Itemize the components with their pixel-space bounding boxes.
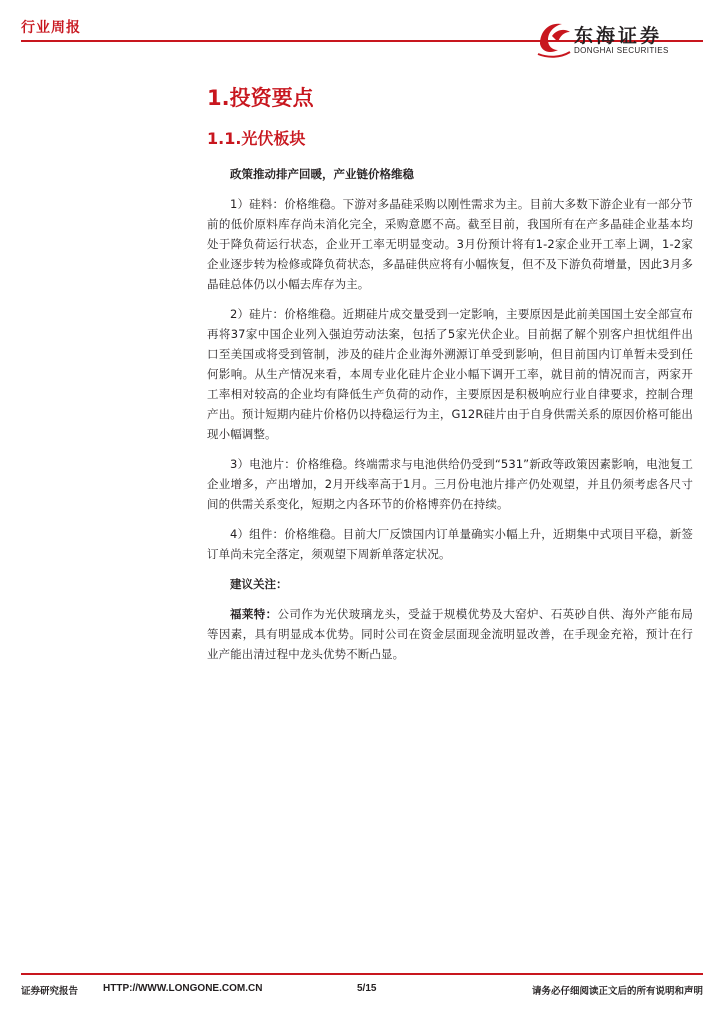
paragraph-module: 4）组件：价格维稳。目前大厂反馈国内订单量确实小幅上升，近期集中式项目平稳，新签订单尚未完全落定，须观望下周新单落定状况。 bbox=[207, 527, 693, 561]
logo-emblem-icon bbox=[534, 14, 572, 62]
report-type-label: 行业周报 bbox=[21, 20, 81, 36]
paragraph-silicon-material: 1）硅料：价格维稳。下游对多晶硅采购以刚性需求为主。目前大多数下游企业有一部分节前的低价原料库存尚未消化完全，采购意愿不高。截至目前，我国所有在产多晶硅企业基本均处于降负荷运行状态，企业开工率无明显变动。3月份预计将有1-2家企业开工率上调，1-2家企业逐步转为检修或降负荷状态，多晶硅供应将有小幅恢复，但不及下游负荷增量，因此3月多晶硅总体仍以小幅去库存为主。 bbox=[207, 197, 693, 291]
company-logo bbox=[534, 14, 704, 62]
paragraph-battery-cell: 3）电池片：价格维稳。终端需求与电池供给仍受到“531”新政等政策因素影响，电池复工企业增多，产出增加，2月开线率高于1月。三月份电池片排产仍处观望，并且仍须考虑各尺寸间的供需关系变化，短期之内各环节的价格博弈仍在持续。 bbox=[207, 457, 693, 511]
recommend-label: 建议关注： bbox=[230, 577, 288, 591]
section-title: 1.投资要点 bbox=[207, 86, 314, 110]
logo-chinese-name: 东海证券 bbox=[574, 25, 663, 47]
footer-report-label: 证券研究报告 bbox=[21, 986, 79, 997]
page-number: 5/15 bbox=[357, 983, 377, 994]
logo-english-name: DONGHAI SECURITIES bbox=[574, 46, 669, 55]
footer-website-link[interactable]: HTTP://WWW.LONGONE.COM.CN bbox=[103, 983, 263, 994]
footer-divider bbox=[21, 973, 703, 975]
section-subtitle: 政策推动排产回暖，产业链价格维稳 bbox=[230, 167, 414, 181]
footer-disclaimer: 请务必仔细阅读正文后的所有说明和声明 bbox=[531, 986, 703, 997]
paragraph-silicon-wafer: 2）硅片：价格维稳。近期硅片成交量受到一定影响，主要原因是此前美国国土安全部宣布再将37家中国企业列入强迫劳动法案，包括了5家光伏企业。目前据了解个别客户担忧组件出口至美国或将受到管制，涉及的硅片企业海外溯源订单受到影响，但目前国内订单暂未受到任何影响。从生产情况来看，本周专业化硅片企业小幅下调开工率，就目前的情况而言，两家开工率相对较高的企业均有降低生产负荷的动作，主要原因是积极响应行业自律要求，控制合理产出。预计短期内硅片价格仍以持稳运行为主，G12R硅片由于自身供需关系的原因价格可能出现小幅调整。 bbox=[207, 307, 693, 441]
subsection-title: 1.1.光伏板块 bbox=[207, 129, 306, 148]
main-content bbox=[207, 84, 693, 674]
company-name: 福莱特： bbox=[230, 607, 278, 621]
company-description: 公司作为光伏玻璃龙头，受益于规模优势及大窑炉、石英砂自供、海外产能布局等因素，具有明显成本优势。同时公司在资金层面现金流明显改善，在手现金充裕，预计在行业产能出清过程中龙头优势不断凸显。 bbox=[207, 607, 693, 661]
company-paragraph bbox=[207, 604, 693, 664]
